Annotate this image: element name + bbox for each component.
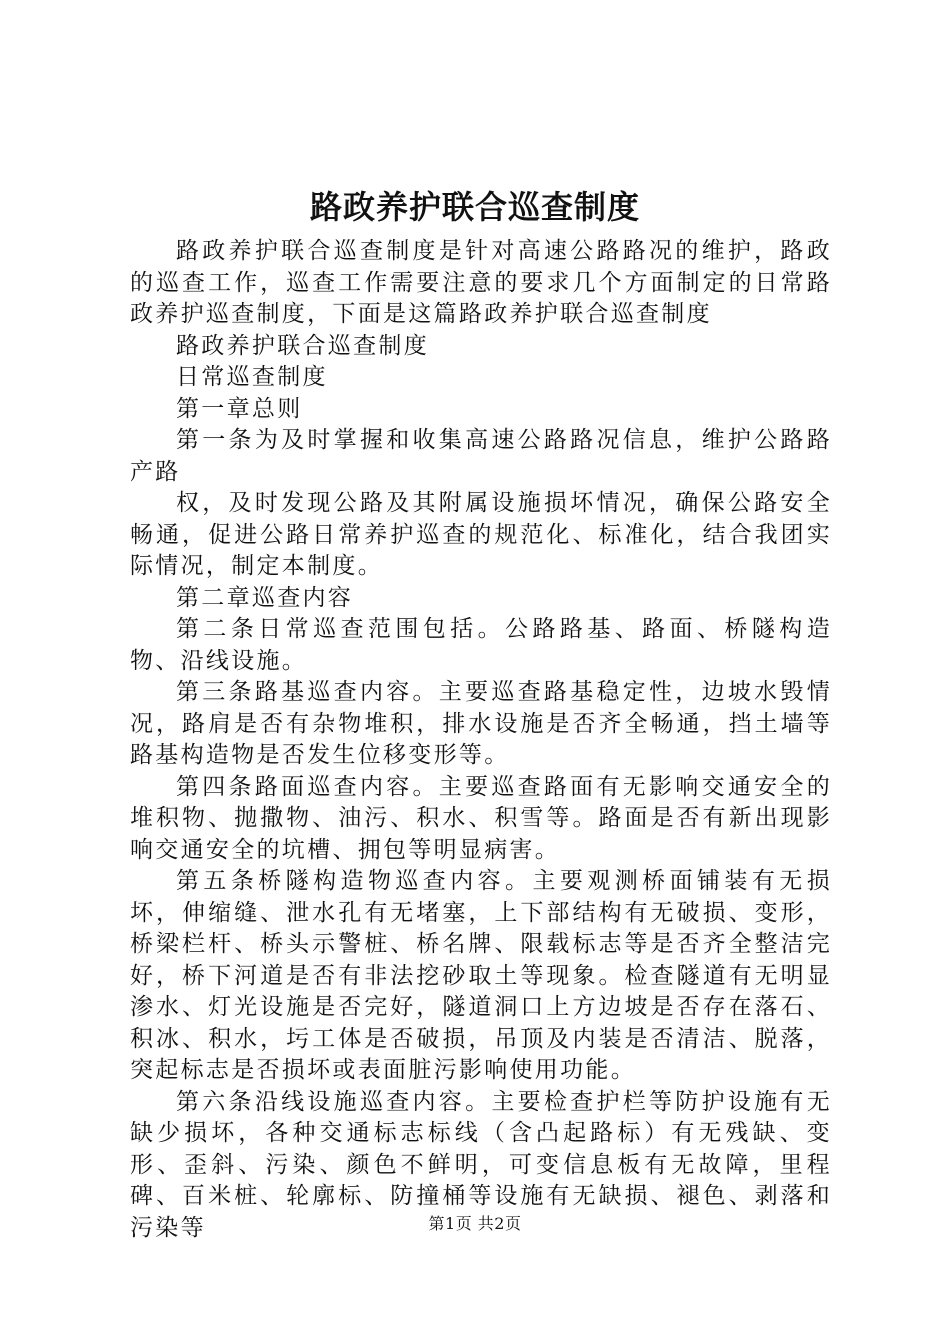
document-body [130,236,832,1244]
paragraph-article-6: 第六条沿线设施巡查内容。主要检查护栏等防护设施有无缺少损坏，各种交通标志标线（含凸起路标）有无残缺、变形、歪斜、污染、颜色不鲜明，可变信息板有无故障，里程碑、百米桩、轮廓标、防撞桶等设施有无缺损、褪色、剥落和污染等 [130,1088,832,1241]
paragraph-article-2: 第二条日常巡查范围包括。公路路基、路面、桥隧构造物、沿线设施。 [130,616,832,674]
paragraph-chapter-1: 第一章总则 [176,395,303,422]
paragraph-article-3: 第三条路基巡查内容。主要巡查路基稳定性，边坡水毁情况，路肩是否有杂物堆积，排水设施是否齐全畅通，挡土墙等路基构造物是否发生位移变形等。 [130,679,832,768]
paragraph-intro: 路政养护联合巡查制度是针对高速公路路况的维护，路政的巡查工作，巡查工作需要注意的要求几个方面制定的日常路政养护巡查制度，下面是这篇路政养护联合巡查制度 [130,238,832,327]
paragraph-article-5: 第五条桥隧构造物巡查内容。主要观测桥面铺装有无损坏，伸缩缝、泄水孔有无堵塞，上下部结构有无破损、变形，桥梁栏杆、桥头示警桩、桥名牌、限载标志等是否齐全整洁完好，桥下河道是否有非法挖砂取土等现象。检查隧道有无明显渗水、灯光设施是否完好，隧道洞口上方边坡是否存在落石、积冰、积水，圬工体是否破损，吊顶及内装是否清洁、脱落，突起标志是否损坏或表面脏污影响使用功能。 [130,868,832,1083]
paragraph-article-1a: 第一条为及时掌握和收集高速公路路况信息，维护公路路产路 [130,427,832,485]
paragraph-heading-daily: 日常巡查制度 [176,364,328,390]
page-footer: 第1页 共2页 [428,1214,522,1233]
paragraph-article-1b: 权，及时发现公路及其附属设施损坏情况，确保公路安全畅通，促进公路日常养护巡查的规范化、标准化，结合我团实际情况，制定本制度。 [130,490,832,579]
paragraph-article-4: 第四条路面巡查内容。主要巡查路面有无影响交通安全的堆积物、抛撒物、油污、积水、积雪等。路面是否有新出现影响交通安全的坑槽、拥包等明显病害。 [130,773,832,863]
paragraph-heading-main: 路政养护联合巡查制度 [176,332,429,359]
paragraph-chapter-2: 第二章巡查内容 [176,584,354,611]
document-title: 路政养护联合巡查制度 [309,188,640,226]
